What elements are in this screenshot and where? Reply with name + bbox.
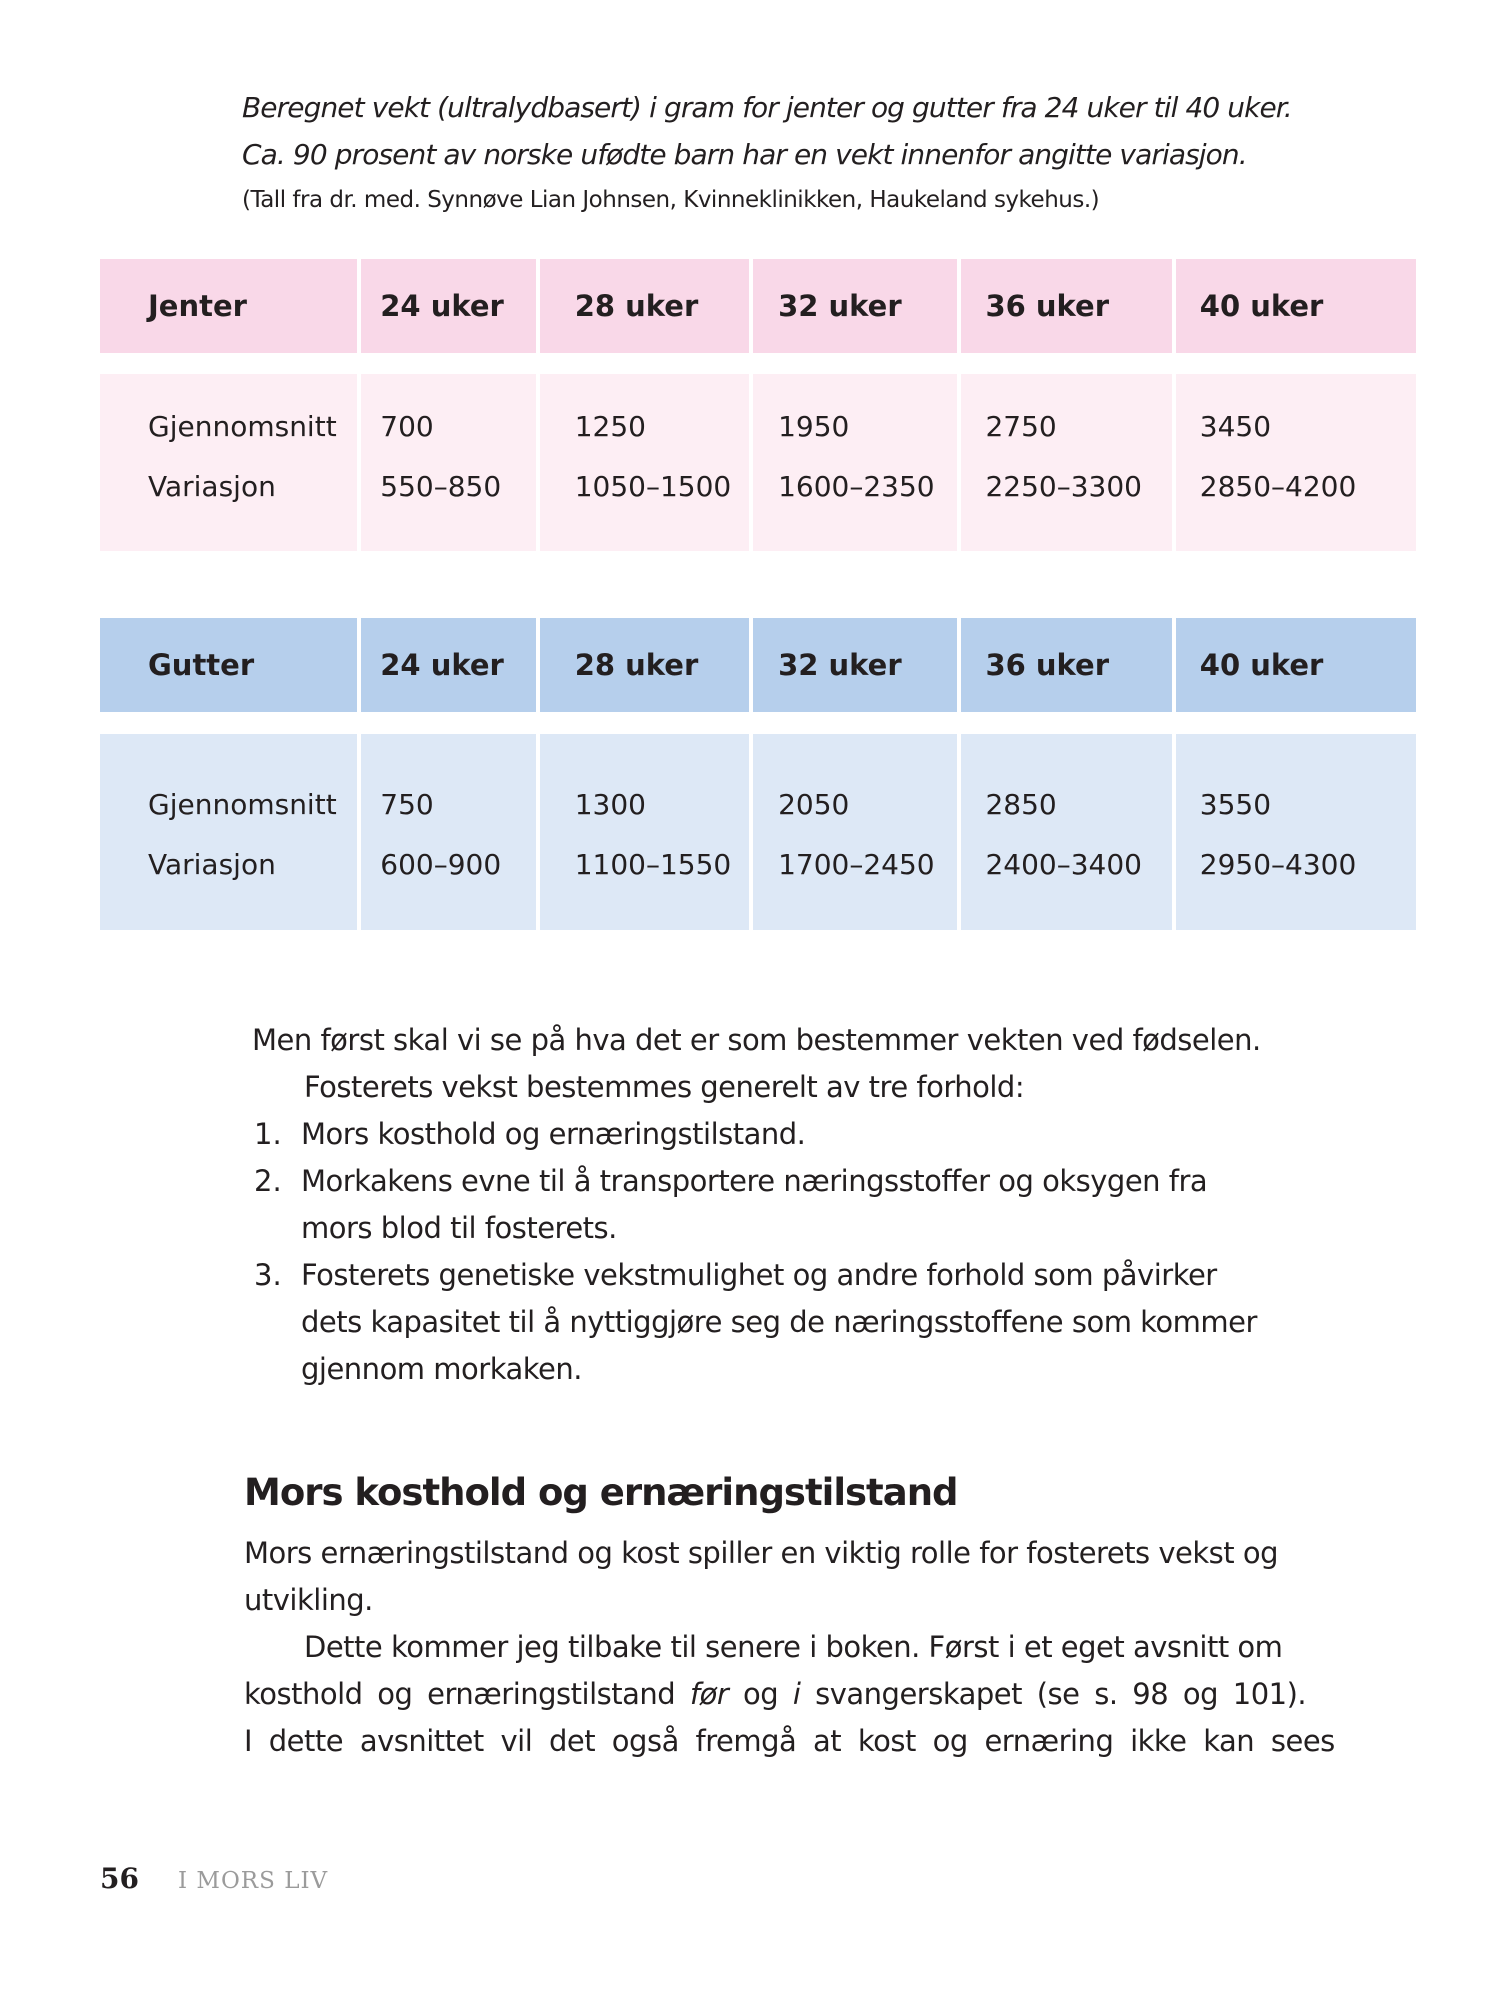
list-number: 3.	[254, 1258, 282, 1292]
variation-value: 1100–1550	[574, 848, 732, 881]
header-cell: 40 uker	[1176, 618, 1416, 712]
header-cell: 40 uker	[1176, 259, 1416, 353]
data-cell	[540, 374, 749, 551]
list-number: 1.	[254, 1117, 282, 1151]
row-label-average: Gjennomsnitt	[148, 788, 337, 821]
list-number: 2.	[254, 1164, 282, 1198]
header-cell: Jenter	[100, 259, 357, 353]
caption-line-1: Beregnet vekt (ultralydbasert) i gram for jenter og gutter fra 24 uker til 40 uker.	[242, 91, 1292, 124]
header-cell: 24 uker	[361, 618, 535, 712]
header-cell: 28 uker	[540, 259, 749, 353]
boys-header-row	[100, 618, 1416, 712]
list-item-text: Fosterets genetiske vekstmulighet og andre forhold som påvirker	[301, 1258, 1217, 1292]
average-value: 2850	[985, 788, 1057, 821]
row-label-average: Gjennomsnitt	[148, 410, 337, 443]
average-value: 2050	[778, 788, 850, 821]
data-cell	[361, 374, 535, 551]
data-cell	[753, 374, 957, 551]
variation-value: 2950–4300	[1199, 848, 1357, 881]
header-cell: 36 uker	[961, 618, 1171, 712]
running-title: I MORS LIV	[178, 1868, 329, 1894]
data-cell	[961, 734, 1171, 930]
row-label-cell	[100, 734, 357, 930]
paragraph-line: Dette kommer jeg tilbake til senere i boken. Først i et eget avsnitt om	[304, 1630, 1283, 1664]
emphasis-before: før	[689, 1677, 729, 1711]
header-cell: 28 uker	[540, 618, 749, 712]
paragraph-line: I dette avsnittet vil det også fremgå at kost og ernæring ikke kan sees	[244, 1724, 1335, 1758]
row-label-variation: Variasjon	[148, 848, 276, 881]
list-item-text: dets kapasitet til å nyttiggjøre seg de næringsstoffene som kommer	[301, 1305, 1257, 1339]
average-value: 700	[380, 410, 434, 443]
data-cell	[540, 734, 749, 930]
caption-line-2: Ca. 90 prosent av norske ufødte barn har en vekt innenfor angitte variasjon.	[242, 138, 1247, 171]
variation-value: 2850–4200	[1199, 470, 1357, 503]
body-intro: Men først skal vi se på hva det er som bestemmer vekten ved fødselen.	[252, 1023, 1261, 1057]
variation-value: 550–850	[380, 470, 502, 503]
emphasis-during: i	[792, 1677, 801, 1711]
text-run: svangerskapet (se s. 98 og 101).	[800, 1677, 1307, 1711]
section-heading: Mors kosthold og ernæringstilstand	[244, 1471, 958, 1514]
average-value: 750	[380, 788, 434, 821]
row-label-cell	[100, 374, 357, 551]
average-value: 1300	[574, 788, 646, 821]
data-cell	[361, 734, 535, 930]
text-run: og	[728, 1677, 793, 1711]
header-cell: Gutter	[100, 618, 357, 712]
average-value: 1950	[778, 410, 850, 443]
list-item-text: Mors kosthold og ernæringstilstand.	[301, 1117, 806, 1151]
average-value: 1250	[574, 410, 646, 443]
variation-value: 2400–3400	[985, 848, 1142, 881]
text-run: kosthold og ernæringstilstand	[244, 1677, 690, 1711]
boys-data-row	[100, 734, 1416, 930]
paragraph-line	[244, 1677, 1307, 1711]
variation-value: 1700–2450	[778, 848, 935, 881]
header-cell: 32 uker	[753, 259, 957, 353]
page-number: 56	[100, 1862, 139, 1895]
list-item-text: gjennom morkaken.	[301, 1352, 582, 1386]
list-item-text: Morkakens evne til å transportere næringsstoffer og oksygen fra	[301, 1164, 1208, 1198]
header-cell: 36 uker	[961, 259, 1171, 353]
girls-header-row	[100, 259, 1416, 353]
variation-value: 1600–2350	[778, 470, 935, 503]
row-label-variation: Variasjon	[148, 470, 276, 503]
header-cell: 24 uker	[361, 259, 535, 353]
body-intro-2: Fosterets vekst bestemmes generelt av tre forhold:	[304, 1070, 1025, 1104]
data-cell	[961, 374, 1171, 551]
average-value: 3450	[1199, 410, 1272, 443]
caption-source: (Tall fra dr. med. Synnøve Lian Johnsen, Kvinneklinikken, Haukeland sykehus.)	[242, 187, 1100, 213]
paragraph-line: utvikling.	[244, 1583, 373, 1617]
header-cell: 32 uker	[753, 618, 957, 712]
average-value: 3550	[1199, 788, 1272, 821]
data-cell	[1176, 374, 1416, 551]
variation-value: 600–900	[380, 848, 502, 881]
girls-data-row	[100, 374, 1416, 551]
data-cell	[1176, 734, 1416, 930]
average-value: 2750	[985, 410, 1057, 443]
data-cell	[753, 734, 957, 930]
variation-value: 2250–3300	[985, 470, 1142, 503]
paragraph-line: Mors ernæringstilstand og kost spiller en viktig rolle for fosterets vekst og	[244, 1536, 1279, 1570]
variation-value: 1050–1500	[574, 470, 732, 503]
list-item-text: mors blod til fosterets.	[301, 1211, 617, 1245]
